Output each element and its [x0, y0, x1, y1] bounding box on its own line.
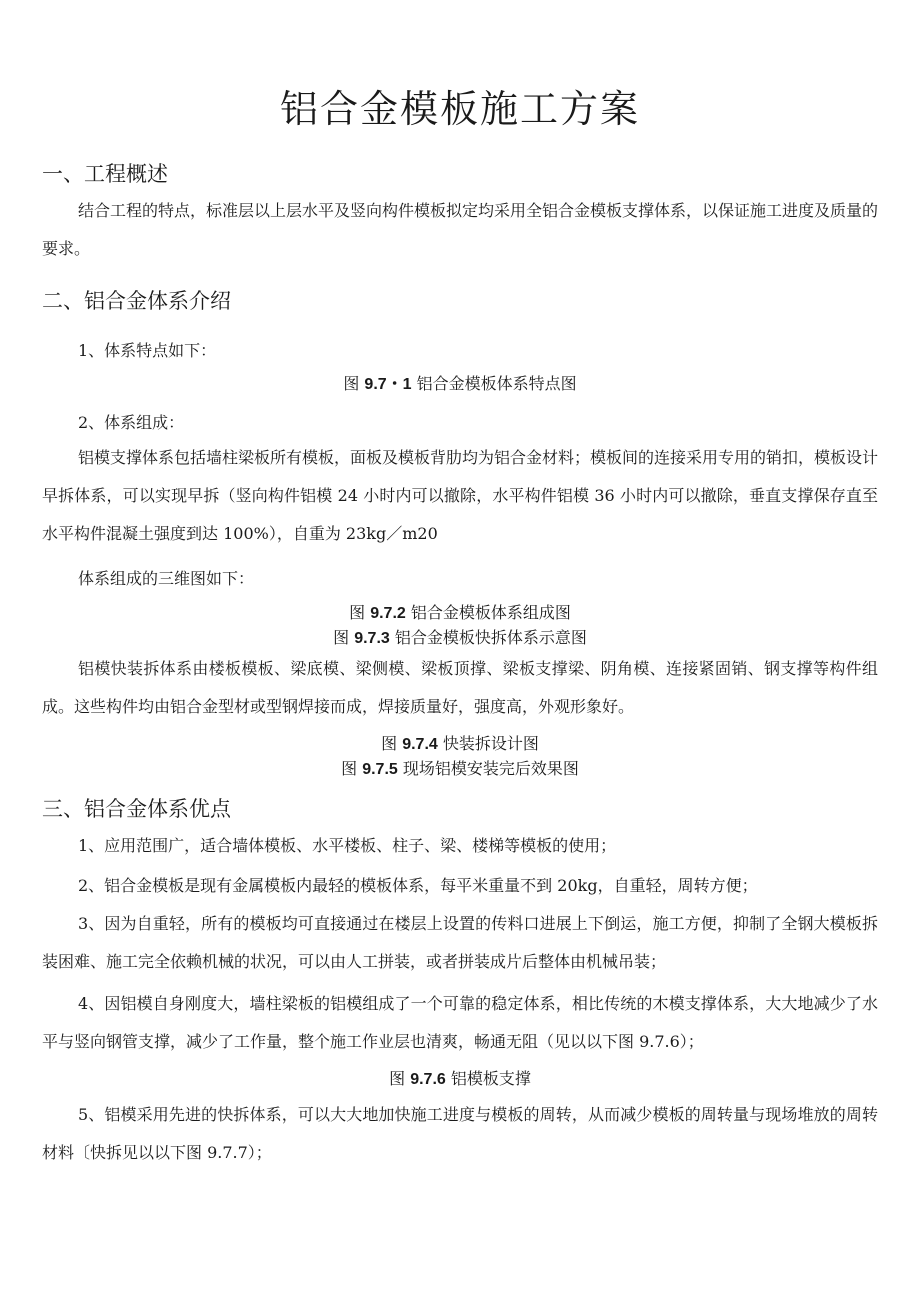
- figure-caption-9-7-5: [0, 756, 920, 779]
- section-2-paragraph-1: 铝模支撑体系包括墙柱梁板所有模板，面板及模板背肋均为铝合金材料；模板间的连接采用专用的销扣，模板设计早拆体系，可以实现早拆（竖向构件铝模 24 小时内可以撤除，水平构件铝模 36 小时内可以撤除，垂直支撑保存直至水平构件混凝土强度到达 100%），自重为 23kg／m20: [42, 448, 879, 543]
- document-title: 铝合金模板施工方案: [279, 87, 640, 131]
- advantage-3: 3、因为自重轻，所有的模板均可直接通过在楼层上设置的传料口进展上下倒运，施工方便，抑制了全钢大模板拆装困难、施工完全依赖机械的状况，可以由人工拼装，或者拼装成片后整体由机械吊装；: [42, 914, 878, 971]
- section-2-heading: 二、铝合金体系介绍: [42, 289, 231, 313]
- advantage-1: 1、应用范围广，适合墙体模板、水平楼板、柱子、梁、楼梯等模板的使用；: [78, 836, 617, 855]
- section-3-heading: 三、铝合金体系优点: [42, 797, 231, 821]
- caption-prefix: 图: [333, 628, 355, 647]
- figure-caption-9-7-2: [0, 600, 920, 623]
- caption-text: 铝合金模板体系组成图: [405, 603, 571, 622]
- figure-caption-9-7-6: [0, 1066, 920, 1089]
- caption-number: 9.7.3: [354, 630, 390, 647]
- caption-prefix: 图: [343, 374, 365, 393]
- caption-prefix: 图: [389, 1069, 411, 1088]
- caption-prefix: 图: [381, 734, 403, 753]
- section-1-heading: 一、工程概述: [42, 162, 168, 186]
- figure-caption-9-7-3: [0, 625, 920, 648]
- figure-caption-9-7-1: [0, 371, 920, 394]
- section-2-item-1: 1、体系特点如下：: [78, 341, 217, 360]
- advantage-2: 2、铝合金模板是现有金属模板内最轻的模板体系，每平米重量不到 20kg，自重轻，周转方便；: [78, 876, 758, 895]
- caption-text: 铝合金模板快拆体系示意图: [389, 628, 587, 647]
- caption-number: 9.7.2: [370, 605, 406, 622]
- caption-number: 9.7.4: [402, 736, 438, 753]
- caption-number: 9.7・1: [364, 376, 412, 393]
- caption-prefix: 图: [341, 759, 363, 778]
- caption-text: 快装拆设计图: [437, 734, 539, 753]
- caption-text: 铝模板支撑: [445, 1069, 531, 1088]
- caption-number: 9.7.6: [410, 1071, 446, 1088]
- caption-text: 现场铝模安装完后效果图: [397, 759, 579, 778]
- advantage-4: 4、因铝模自身刚度大，墙柱梁板的铝模组成了一个可靠的稳定体系，相比传统的木模支撑体系，大大地减少了水平与竖向钢管支撑，减少了工作量，整个施工作业层也清爽，畅通无阻（见以以下图 9.7.6）；: [42, 994, 878, 1051]
- section-1-paragraph: 结合工程的特点，标准层以上层水平及竖向构件模板拟定均采用全铝合金模板支撑体系，以保证施工进度及质量的要求。: [42, 201, 879, 258]
- caption-prefix: 图: [349, 603, 371, 622]
- section-2-paragraph-2: 铝模快装拆体系由楼板模板、梁底模、梁侧模、梁板顶撑、梁板支撑梁、阴角模、连接紧固销、钢支撑等构件组成。这些构件均由铝合金型材或型钢焊接而成，焊接质量好，强度高，外观形象好。: [42, 659, 878, 716]
- section-2-item-2: 2、体系组成：: [78, 413, 185, 432]
- caption-number: 9.7.5: [362, 761, 398, 778]
- section-2-3d-intro: 体系组成的三维图如下：: [78, 569, 255, 588]
- advantage-5: 5、铝模采用先进的快拆体系，可以大大地加快施工进度与模板的周转，从而减少模板的周转量与现场堆放的周转材料〔快拆见以以下图 9.7.7）；: [42, 1105, 878, 1162]
- figure-caption-9-7-4: [0, 731, 920, 754]
- caption-text: 铝合金模板体系特点图: [411, 374, 577, 393]
